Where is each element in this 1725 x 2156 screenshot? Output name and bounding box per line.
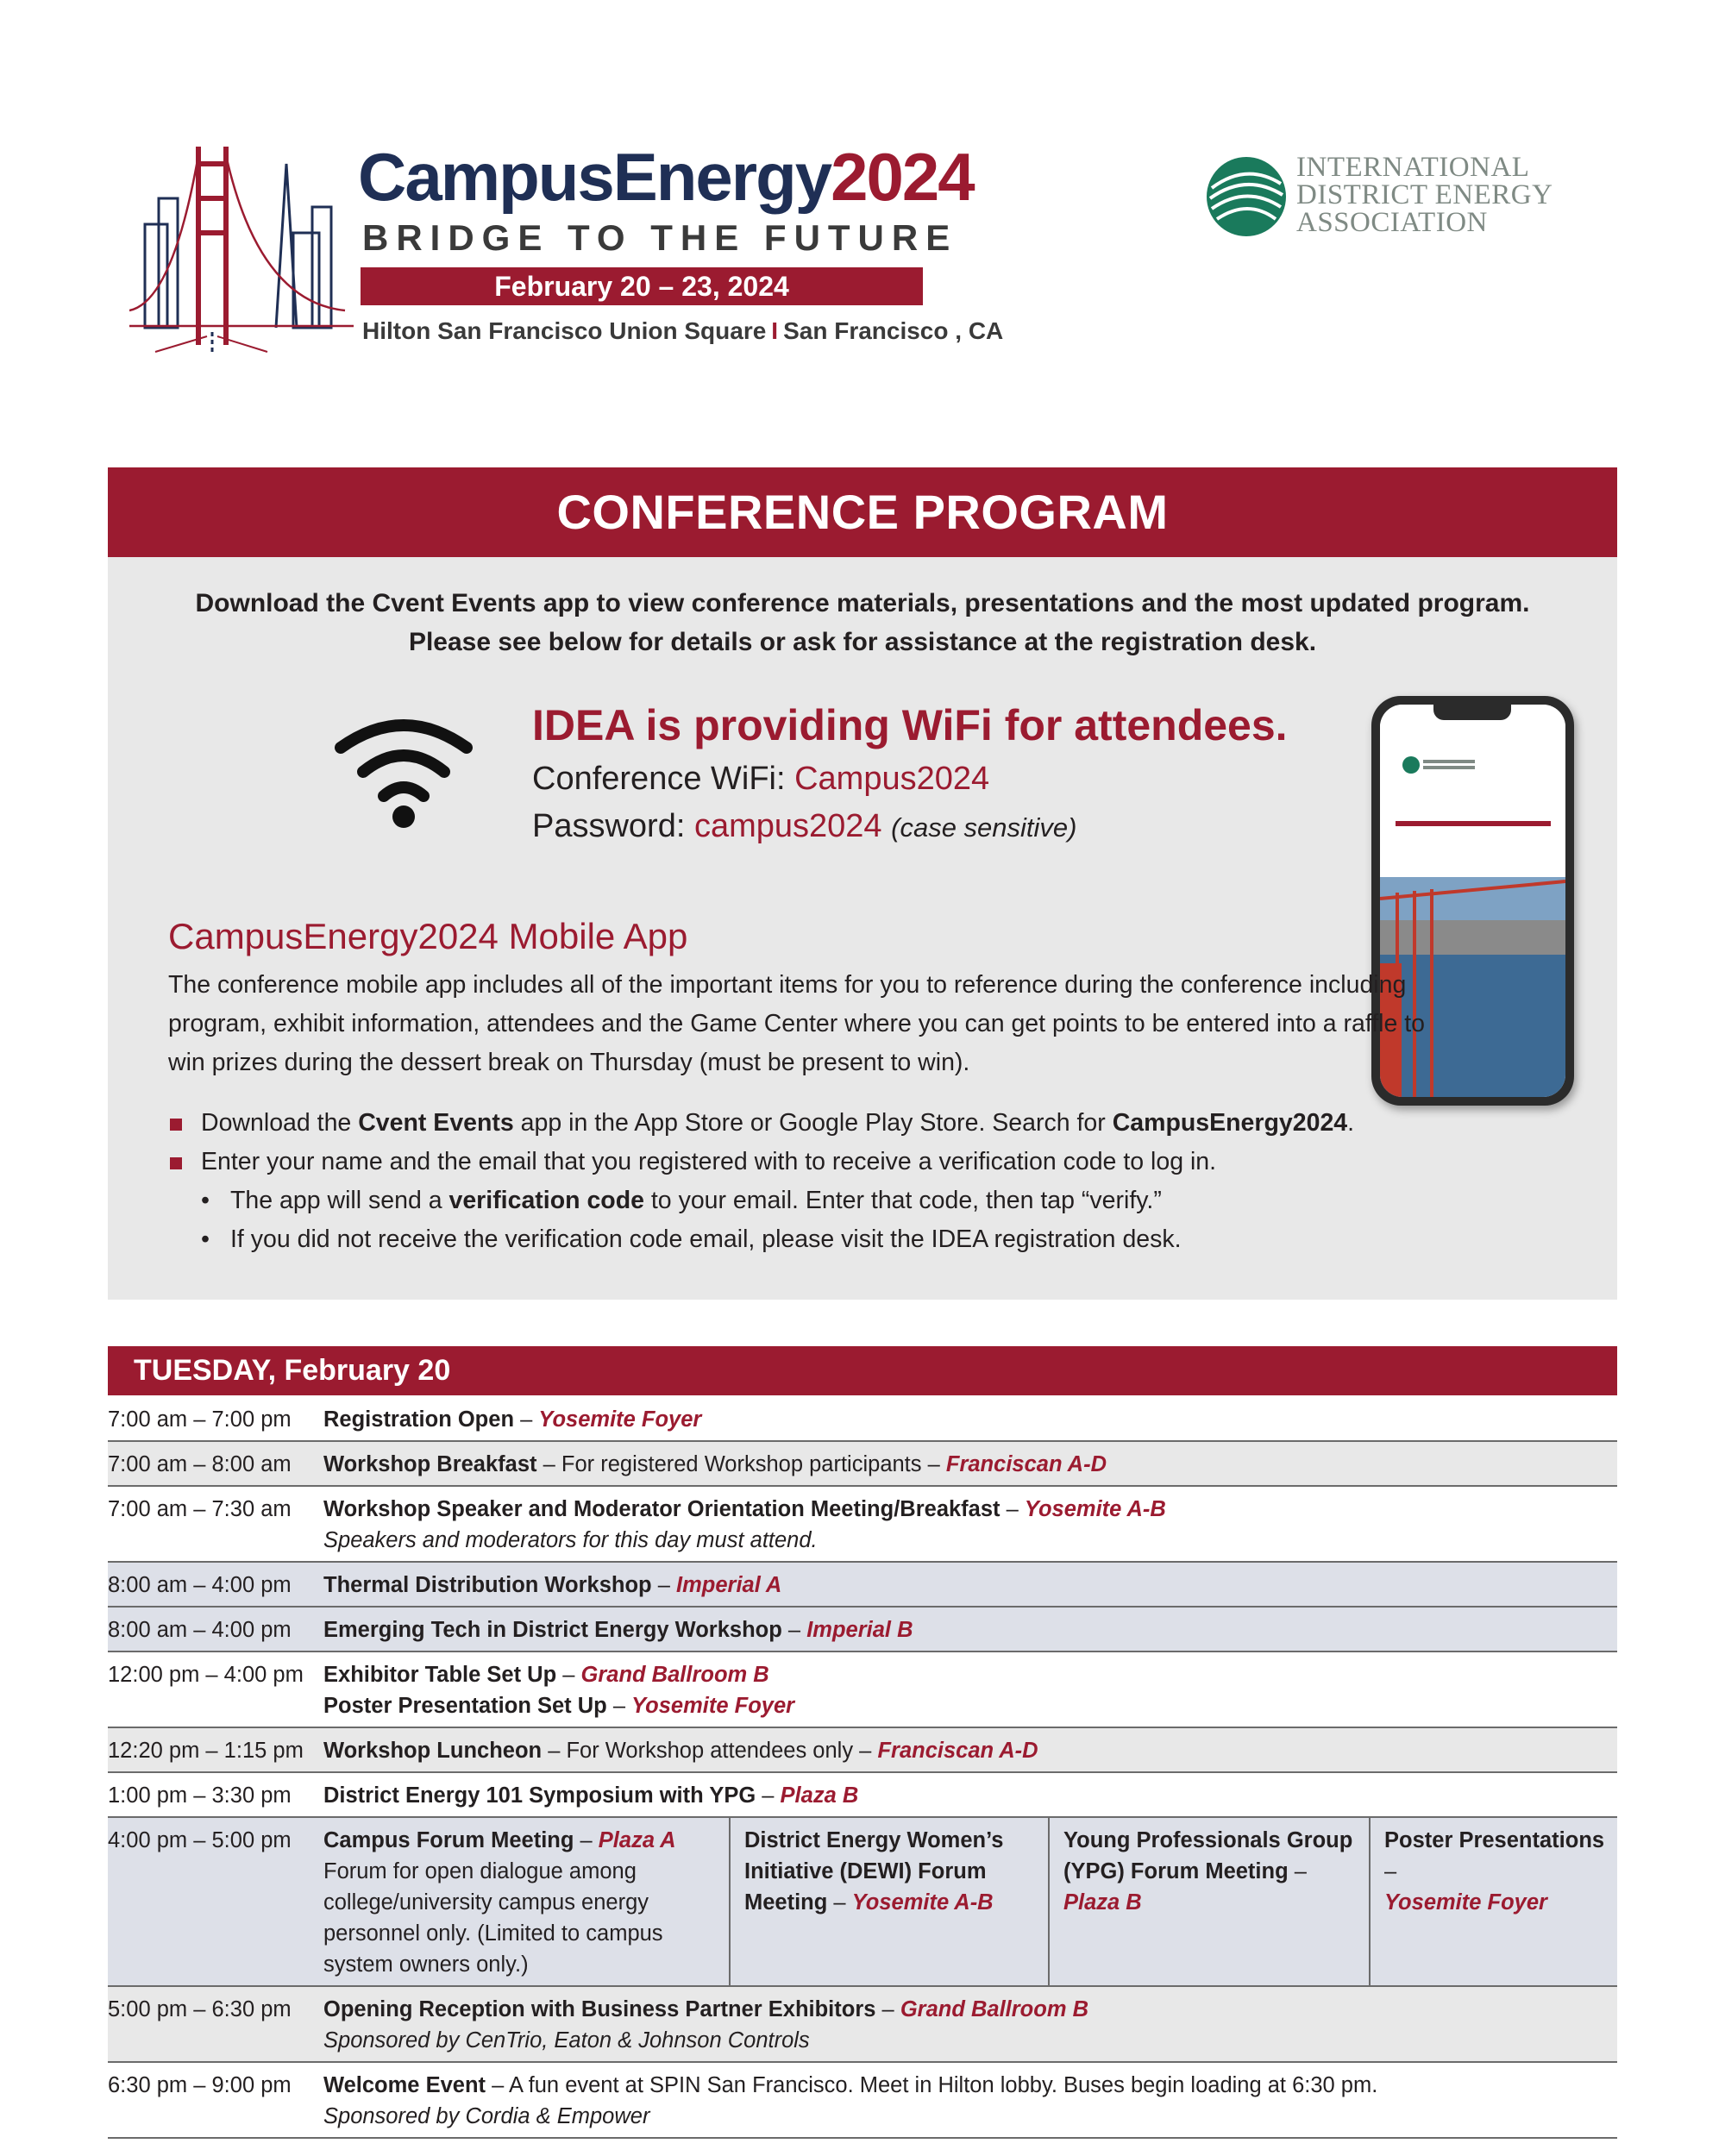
table-row: 12:20 pm – 1:15 pm Workshop Luncheon – For Workshop attendees only – Franciscan A-D <box>108 1728 1617 1773</box>
page-header <box>0 0 1725 448</box>
row-time: 7:00 am – 7:00 pm <box>108 1407 292 1432</box>
row-sponsor: Sponsored by CenTrio, Eaton & Johnson Controls <box>323 2028 810 2053</box>
list-item <box>168 1104 1514 1143</box>
table-row: 1:00 pm – 3:30 pm District Energy 101 Symposium with YPG – Plaza B <box>108 1773 1617 1818</box>
row-title-2: Poster Presentation Set Up <box>323 1694 607 1718</box>
wifi-network-line <box>532 761 1288 798</box>
row-title: Workshop Breakfast <box>323 1452 537 1476</box>
row-location: Yosemite A-B <box>1024 1497 1166 1521</box>
day-header: TUESDAY, February 20 <box>108 1346 1617 1395</box>
wifi-password-line <box>532 808 1288 845</box>
forum-title: Young Professionals Group (YPG) Forum Meeting <box>1063 1828 1353 1883</box>
app-instructions-list <box>168 1104 1514 1259</box>
association-name <box>1296 154 1552 236</box>
sub1-bold: verification code <box>448 1187 644 1214</box>
row-title: Registration Open <box>323 1407 515 1432</box>
sub1-text: The app will send a <box>230 1187 449 1214</box>
event-dates: February 20 – 23, 2024 <box>361 267 923 305</box>
table-row: 7:00 am – 8:00 am Workshop Breakfast – For registered Workshop participants – Franciscan A-D <box>108 1442 1617 1487</box>
row-time: 4:00 pm – 5:00 pm <box>108 1828 292 1852</box>
schedule-table <box>108 1397 1617 2139</box>
table-row: 8:00 am – 4:00 pm Thermal Distribution Workshop – Imperial A <box>108 1563 1617 1608</box>
forum-title: Campus Forum Meeting <box>323 1828 574 1852</box>
row-description: A fun event at SPIN San Francisco. Meet in Hilton lobby. Buses begin loading at 6:30 pm. <box>508 2073 1378 2097</box>
event-venue <box>362 317 1003 345</box>
table-row <box>108 1818 1617 1987</box>
wifi-icon <box>330 713 477 830</box>
forum-cell: Young Professionals Group (YPG) Forum Meeting – Plaza B <box>1048 1818 1369 1985</box>
venue-separator: I <box>771 317 779 344</box>
table-row: 6:30 pm – 9:00 pm Welcome Event – A fun event at SPIN San Francisco. Meet in Hilton lobby. Buses begin loading at 6:30 pm. Sponsored by Cordia & Empower <box>108 2063 1617 2139</box>
row-title: Emerging Tech in District Energy Workshop <box>323 1618 782 1642</box>
table-row: 8:00 am – 4:00 pm Emerging Tech in District Energy Workshop – Imperial B <box>108 1608 1617 1652</box>
bullet1-text: Download the <box>201 1109 359 1137</box>
table-row: 5:00 pm – 6:30 pm Opening Reception with Business Partner Exhibitors – Grand Ballroom B Sponsored by CenTrio, Eaton & Johnson Controls <box>108 1987 1617 2063</box>
row-title: District Energy 101 Symposium with YPG <box>323 1783 756 1808</box>
row-time: 5:00 pm – 6:30 pm <box>108 1997 292 2021</box>
event-tagline: BRIDGE TO THE FUTURE <box>362 217 958 258</box>
phone-notch <box>1433 705 1511 720</box>
wifi-password-label: Password: <box>532 808 686 844</box>
wifi-info <box>532 700 1288 845</box>
forum-location: Yosemite A-B <box>851 1890 994 1915</box>
forum-title: District Energy Women’s Initiative (DEWI) Forum Meeting <box>744 1828 1004 1915</box>
row-time: 6:30 pm – 9:00 pm <box>108 2073 292 2097</box>
table-row: 7:00 am – 7:00 pm Registration Open – Yosemite Foyer <box>108 1397 1617 1442</box>
forum-location: Plaza B <box>1063 1890 1142 1915</box>
row-time: 7:00 am – 7:30 am <box>108 1497 292 1521</box>
bullet1-search-term: CampusEnergy2024 <box>1112 1109 1348 1137</box>
forum-description: Forum for open dialogue among college/university campus energy personnel only. (Limited to campus system owners only.) <box>323 1859 663 1977</box>
table-row: 12:00 pm – 4:00 pm Exhibitor Table Set Up – Grand Ballroom B Poster Presentation Set Up – Yosemite Foyer <box>108 1652 1617 1728</box>
row-location: Plaza B <box>780 1783 859 1808</box>
bullet1-text-end: . <box>1347 1109 1355 1137</box>
association-line-3: ASSOCIATION <box>1296 207 1488 238</box>
program-intro <box>108 584 1617 661</box>
intro-line-2: Please see below for details or ask for assistance at the registration desk. <box>408 628 1317 656</box>
forum-cell: District Energy Women’s Initiative (DEWI) Forum Meeting – Yosemite A-B <box>729 1818 1048 1985</box>
sub1-text-end: to your email. Enter that code, then tap “verify.” <box>643 1187 1162 1214</box>
row-time: 12:20 pm – 1:15 pm <box>108 1739 304 1763</box>
row-title: Welcome Event <box>323 2073 486 2097</box>
event-year: 2024 <box>831 139 974 215</box>
row-location: Imperial A <box>676 1573 782 1597</box>
row-location-2: Yosemite Foyer <box>631 1694 795 1718</box>
event-logo <box>129 129 1004 371</box>
wifi-password-value: campus2024 <box>693 808 882 844</box>
table-row: 7:00 am – 7:30 am Workshop Speaker and Moderator Orientation Meeting/Breakfast – Yosemite A-B Speakers and moderators for this day must attend. <box>108 1487 1617 1563</box>
row-title: Workshop Luncheon <box>323 1739 543 1763</box>
row-location: Imperial B <box>806 1618 913 1642</box>
intro-line-1: Download the Cvent Events app to view conference materials, presentations and the most updated program. <box>195 589 1530 617</box>
app-heading: CampusEnergy2024 Mobile App <box>168 916 688 956</box>
event-name <box>358 138 974 216</box>
association-line-1: INTERNATIONAL <box>1296 152 1530 183</box>
row-sponsor: Sponsored by Cordia & Empower <box>323 2104 650 2128</box>
wifi-password-note: (case sensitive) <box>891 812 1077 843</box>
app-description: The conference mobile app includes all of the important items for you to reference during the conference including program, exhibit information, attendees and the Game Center where you can get points to be entered into a raffle to win prizes during the dessert break on Thursday (must be present to win). <box>168 971 1426 1076</box>
forum-title: Poster Presentations <box>1384 1828 1605 1852</box>
row-time: 7:00 am – 8:00 am <box>108 1452 292 1476</box>
conference-program-panel <box>108 467 1617 1300</box>
wifi-network-label: Conference WiFi: <box>532 761 786 797</box>
row-location: Grand Ballroom B <box>580 1663 769 1687</box>
row-title: Exhibitor Table Set Up <box>323 1663 557 1687</box>
association-line-2: DISTRICT ENERGY <box>1296 179 1553 210</box>
row-title: Thermal Distribution Workshop <box>323 1573 652 1597</box>
golden-gate-bridge-icon <box>129 129 354 354</box>
row-description: For registered Workshop participants <box>561 1452 922 1476</box>
venue-name: Hilton San Francisco Union Square <box>362 317 767 344</box>
event-name-text: CampusEnergy <box>358 139 831 215</box>
list-subitem <box>168 1181 1514 1220</box>
wifi-network-name: Campus2024 <box>794 761 990 797</box>
row-title: Opening Reception with Business Partner Exhibitors <box>323 1997 876 2021</box>
forum-location: Yosemite Foyer <box>1384 1890 1547 1915</box>
bullet1-text-mid: app in the App Store or Google Play Store. Search for <box>513 1109 1113 1137</box>
venue-city: San Francisco , CA <box>783 317 1004 344</box>
list-subitem: • If you did not receive the verification code email, please visit the IDEA registration desk. <box>168 1220 1514 1259</box>
row-location: Franciscan A-D <box>945 1452 1107 1476</box>
forum-grid <box>323 1818 1617 1985</box>
program-banner: CONFERENCE PROGRAM <box>108 467 1617 557</box>
forum-cell: Poster Presentations – Yosemite Foyer <box>1369 1818 1617 1985</box>
wifi-heading: IDEA is providing WiFi for attendees. <box>532 701 1288 749</box>
row-note: Speakers and moderators for this day must attend. <box>323 1528 818 1552</box>
bullet1-app-name: Cvent Events <box>358 1109 514 1137</box>
list-item: Enter your name and the email that you registered with to receive a verification code to log in. <box>168 1143 1514 1181</box>
row-location: Grand Ballroom B <box>900 1997 1089 2021</box>
row-description: For Workshop attendees only <box>566 1739 854 1763</box>
forum-cell: Campus Forum Meeting – Plaza A Forum for open dialogue among college/university campus energy personnel only. (Limited to campus system owners only.) <box>323 1828 676 1977</box>
association-logo <box>1203 147 1565 250</box>
row-time: 12:00 pm – 4:00 pm <box>108 1663 304 1687</box>
idea-swirl-icon <box>1203 154 1289 240</box>
row-time: 1:00 pm – 3:30 pm <box>108 1783 292 1808</box>
row-time: 8:00 am – 4:00 pm <box>108 1618 292 1642</box>
row-time: 8:00 am – 4:00 pm <box>108 1573 292 1597</box>
row-title: Workshop Speaker and Moderator Orientation Meeting/Breakfast <box>323 1497 1000 1521</box>
row-location: Franciscan A-D <box>877 1739 1038 1763</box>
row-location: Yosemite Foyer <box>538 1407 702 1432</box>
forum-location: Plaza A <box>598 1828 676 1852</box>
